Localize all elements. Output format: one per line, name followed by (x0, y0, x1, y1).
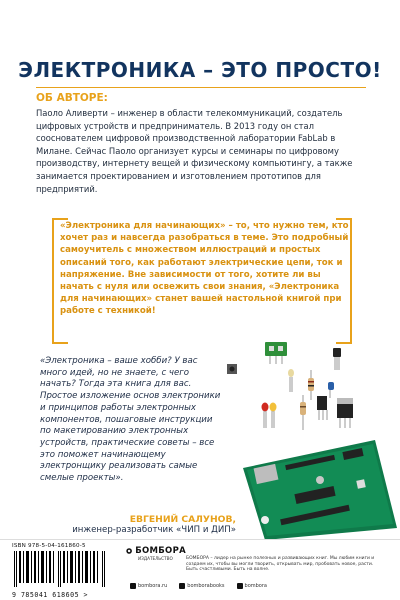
publisher-logo (126, 546, 186, 561)
social-link[interactable] (179, 583, 224, 589)
bombora-logo-icon (126, 546, 132, 556)
publisher-name: БОМБОРА (135, 546, 186, 556)
publisher-subtitle: ИЗДАТЕЛЬСТВО (138, 556, 173, 561)
barcode-icon (12, 551, 112, 587)
reviewer-role: инженер-разработчик «ЧИП и ДИП» (72, 525, 236, 535)
review-quote-text: «Электроника – ваше хобби? У вас много идей, но не знаете, с чего начать? Тогда эта книга для вас. Простое изложение основ электроники и принципов работы электронных компонентов, пошаговые инструкции по макетированию электронных устройств, практические советы – все это поможет начинающему электронщику реализовать самые смелые проекты». (40, 356, 221, 484)
resistor-icon (308, 370, 314, 400)
vk-icon (179, 583, 185, 589)
social-label: bombora.ru (138, 583, 168, 589)
yellow-led-icon (270, 403, 277, 429)
about-author-heading: ОБ АВТОРЕ: (36, 92, 108, 104)
review-quote (40, 356, 225, 485)
publisher-note: БОМБОРА – лидер на рынке полезных и развивающих книг. Мы любим книги и создаем их, чтобы вы могли творить, открывать мир, пробовать новое, расти. Быть счастливыми. Быть на волне. (186, 556, 375, 573)
electronics-components-illustration (225, 340, 400, 540)
transistor-icon (333, 348, 341, 370)
sensor-module-icon (265, 342, 287, 364)
resistor-icon (300, 395, 306, 430)
arduino-board-icon (243, 440, 397, 540)
reviewer-signature (40, 514, 236, 535)
reviewer-name: ЕВГЕНИЙ САЛУНОВ, (129, 514, 236, 525)
isbn-block (12, 543, 120, 597)
tactile-switch-icon (227, 364, 237, 374)
led-icon (288, 369, 294, 392)
social-link[interactable] (130, 583, 167, 589)
social-label: bomborabooks (187, 583, 225, 589)
book-title: ЭЛЕКТРОНИКА – ЭТО ПРОСТО! (18, 58, 382, 82)
isbn-text: ISBN 978-5-04-161860-5 (12, 543, 86, 549)
social-link[interactable] (237, 583, 267, 589)
voltage-regulator-icon (337, 398, 353, 428)
main-quote (60, 218, 350, 318)
social-links (130, 583, 267, 589)
about-author-text: Паоло Аливерти – инженер в области телекоммуникаций, создатель цифровых устройств и предприниматель. В 2013 году он стал сооснователем цифровой производственной лаборатории FabLab в Милане. Сейчас Паоло организует курсы и семинары по цифровому производству, интернету вещей и физическому компьютингу, а также занимается проектированием и изготовлением прототипов для предприятий. (36, 108, 353, 194)
about-author-section (36, 87, 366, 228)
social-label: bombora (244, 583, 267, 589)
instagram-icon (237, 583, 243, 589)
red-led-icon (262, 403, 269, 429)
connector-icon (317, 396, 327, 420)
capacitor-icon (328, 382, 334, 398)
barcode-number: 9 785041 618605 > (12, 591, 88, 599)
main-quote-text: «Электроника для начинающих» – то, что нужно тем, кто хочет раз и навсегда разобраться в теме. Это подробный самоучитель с множеством иллюстраций и простых описаний того, как работают электрические цепи, ток и напряжение. Вне зависимости от того, хотите ли вы начать с нуля или освежить свои знания, «Электроника для начинающих» станет вашей настольной книгой при работе с техникой! (60, 221, 349, 317)
instagram-icon (130, 583, 136, 589)
